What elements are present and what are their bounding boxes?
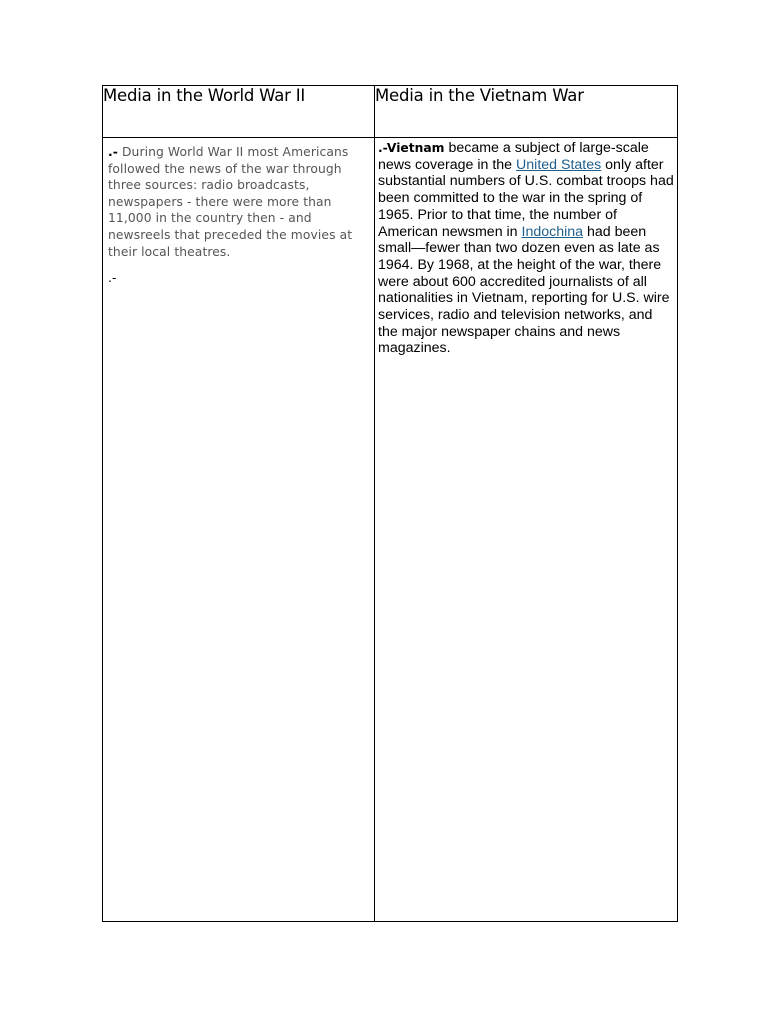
left-column-header: Media in the World War II — [103, 86, 375, 138]
bullet-prefix: .- — [378, 141, 387, 155]
right-content-cell — [375, 138, 678, 922]
empty-bullet: .- — [108, 271, 117, 286]
content-row — [103, 138, 678, 922]
ww2-paragraph — [103, 138, 374, 287]
vietnam-term: Vietnam — [386, 141, 445, 155]
left-content-cell — [103, 138, 375, 922]
ww2-text: During World War II most Americans followed the news of the war through three sources: radio broadcasts, newspapers - there were more than 11,000 in the country then - and newsreels that preceded the movies at their local theatres. — [108, 145, 353, 259]
comparison-table — [102, 85, 678, 922]
bullet-prefix: .- — [108, 145, 118, 159]
header-row — [103, 86, 678, 138]
right-column-header: Media in the Vietnam War — [375, 86, 678, 138]
vietnam-text-2: only after substantial numbers of U.S. combat troops had been committed to the war in the spring of 1965. Prior to that time, the number of American newsmen in — [378, 156, 674, 240]
vietnam-text-1: became a subject of large-scale news coverage in the — [378, 140, 649, 173]
indochina-link[interactable]: Indochina — [521, 223, 584, 240]
united-states-link[interactable]: United States — [516, 156, 602, 173]
vietnam-text-3: had been small—fewer than two dozen even as late as 1964. By 1968, at the height of the war, there were about 600 accredited journalists of all nationalities in Vietnam, reporting for U.S. wire services, radio and television networks, and the major newspaper chains and news magazines. — [378, 223, 670, 357]
vietnam-paragraph — [375, 138, 677, 357]
